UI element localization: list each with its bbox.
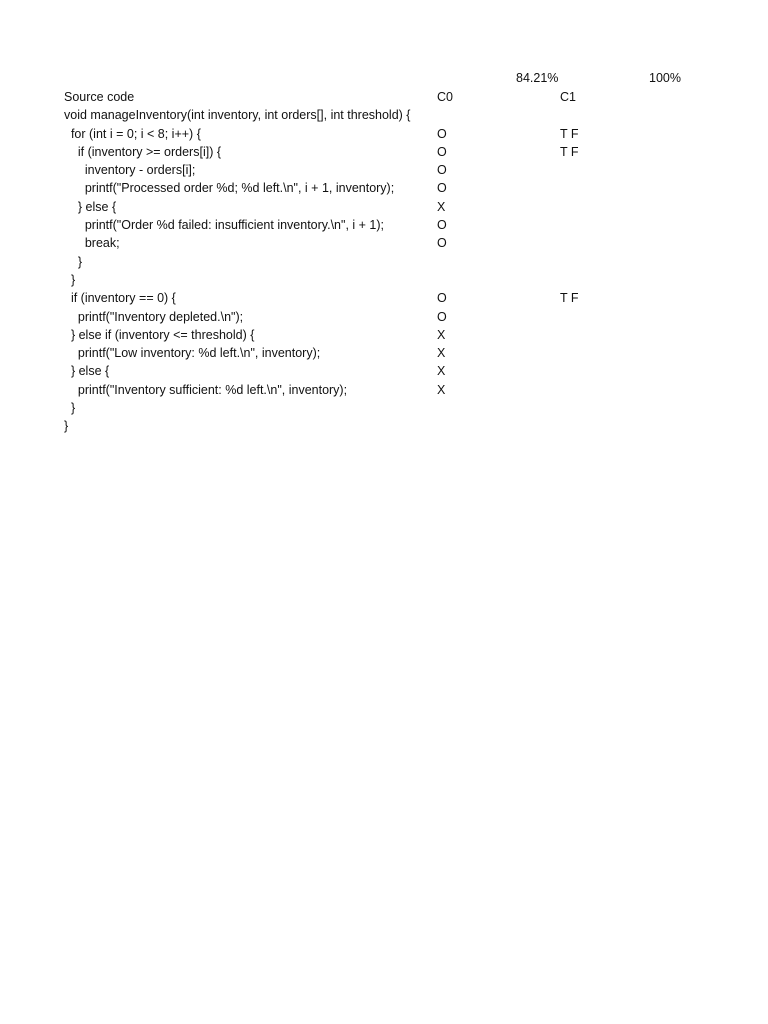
source-line: printf("Order %d failed: insufficient inventory.\n", i + 1); — [64, 218, 385, 233]
code-row — [64, 216, 744, 234]
c0-mark: O — [437, 236, 447, 251]
c0-mark: X — [437, 346, 446, 361]
c1-mark: T F — [560, 291, 579, 306]
source-line: printf("Inventory sufficient: %d left.\n", inventory); — [64, 382, 348, 397]
c0-mark: O — [437, 218, 447, 233]
c0-mark: X — [437, 382, 446, 397]
code-row — [64, 106, 744, 124]
source-line: void manageInventory(int inventory, int orders[], int threshold) { — [64, 108, 411, 123]
c0-mark: O — [437, 163, 447, 178]
code-row — [64, 161, 744, 179]
c1-coverage-percent: 100% — [649, 71, 681, 85]
c1-mark: T F — [560, 126, 579, 141]
c0-mark: O — [437, 309, 447, 324]
c0-mark: O — [437, 126, 447, 141]
c0-mark: X — [437, 199, 446, 214]
code-rows — [64, 106, 744, 435]
c1-header: C1 — [560, 90, 576, 104]
coverage-sheet — [64, 88, 744, 436]
code-row — [64, 179, 744, 197]
source-line: } — [64, 401, 76, 416]
c0-header: C0 — [437, 90, 453, 104]
c0-mark: X — [437, 327, 446, 342]
source-line: break; — [64, 236, 120, 251]
source-line: } — [64, 272, 76, 287]
source-line: } else { — [64, 199, 117, 214]
c1-mark: T F — [560, 144, 579, 159]
source-line: } else if (inventory <= threshold) { — [64, 327, 255, 342]
source-code-header: Source code — [64, 90, 135, 104]
code-row — [64, 326, 744, 344]
code-row — [64, 271, 744, 289]
code-row — [64, 381, 744, 399]
c0-mark: X — [437, 364, 446, 379]
source-line: inventory - orders[i]; — [64, 163, 196, 178]
source-line: printf("Inventory depleted.\n"); — [64, 309, 244, 324]
source-line: } — [64, 254, 83, 269]
code-row — [64, 143, 744, 161]
code-row — [64, 234, 744, 252]
code-row — [64, 417, 744, 435]
c0-mark: O — [437, 291, 447, 306]
source-line: if (inventory >= orders[i]) { — [64, 144, 222, 159]
source-line: printf("Low inventory: %d left.\n", inventory); — [64, 346, 321, 361]
source-line: if (inventory == 0) { — [64, 291, 176, 306]
source-line: printf("Processed order %d; %d left.\n", i + 1, inventory); — [64, 181, 395, 196]
source-line: } — [64, 419, 69, 434]
code-row — [64, 399, 744, 417]
code-row — [64, 198, 744, 216]
code-row — [64, 362, 744, 380]
c0-mark: O — [437, 144, 447, 159]
source-line: } else { — [64, 364, 110, 379]
c0-coverage-percent: 84.21% — [516, 71, 559, 85]
c0-mark: O — [437, 181, 447, 196]
code-row — [64, 308, 744, 326]
code-row — [64, 289, 744, 307]
header-row — [64, 88, 744, 106]
source-line: for (int i = 0; i < 8; i++) { — [64, 126, 201, 141]
code-row — [64, 253, 744, 271]
code-row — [64, 344, 744, 362]
code-row — [64, 125, 744, 143]
